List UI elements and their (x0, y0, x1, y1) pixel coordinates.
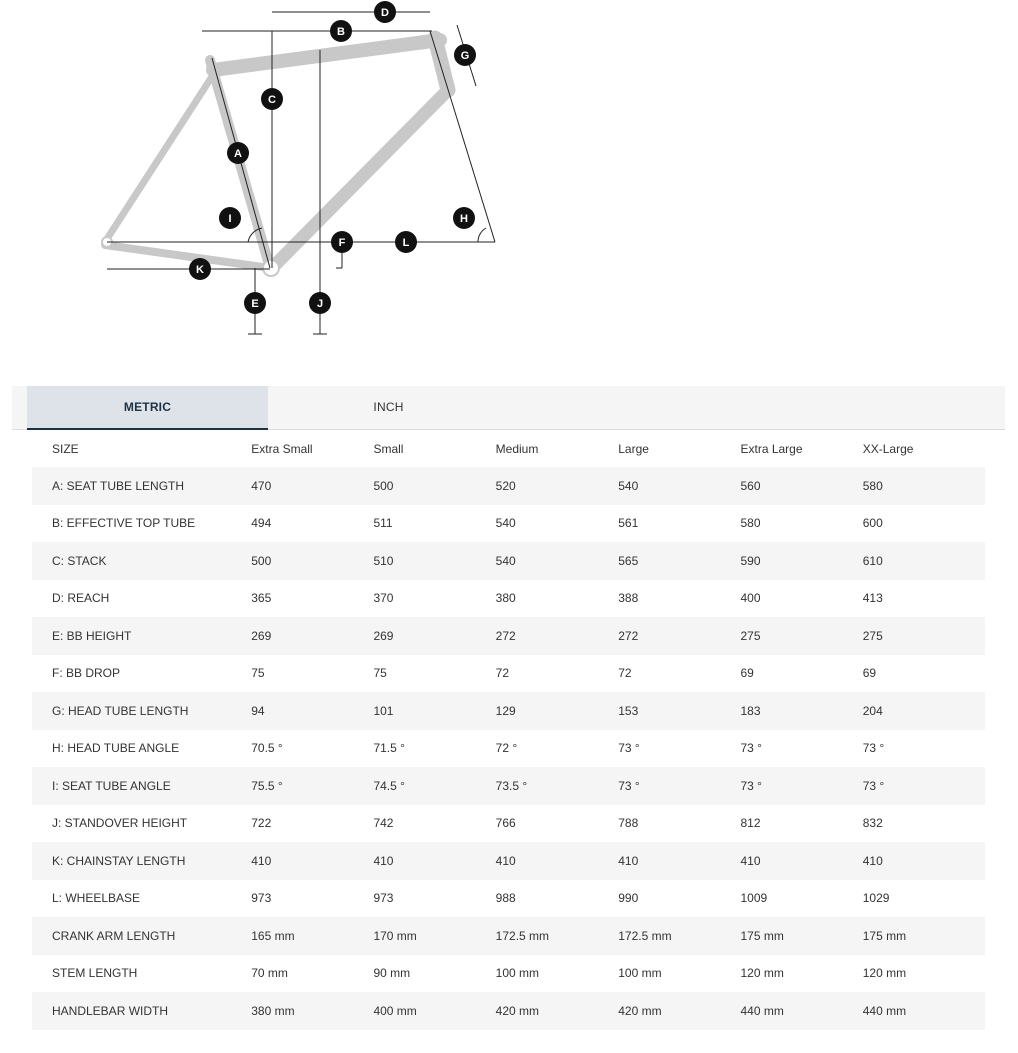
marker-g (454, 44, 476, 66)
measurement-value: 610 (862, 553, 883, 568)
table-row (32, 880, 985, 918)
measurement-value: 540 (495, 516, 516, 531)
svg-text:L: L (402, 237, 410, 249)
measurement-label: G: HEAD TUBE LENGTH (52, 703, 189, 718)
measurement-label: A: SEAT TUBE LENGTH (52, 478, 185, 493)
measurement-value: 73 ° (618, 741, 640, 756)
table-row (32, 730, 985, 768)
measurement-value: 120 mm (862, 966, 907, 981)
measurement-value: 832 (862, 816, 883, 831)
table-row (32, 580, 985, 618)
table-row (32, 692, 985, 730)
measurement-value: 71.5 ° (373, 741, 405, 756)
svg-text:K: K (196, 264, 204, 276)
frame-drawing (0, 0, 520, 345)
measurement-value: 275 (862, 628, 883, 643)
measurement-value: 560 (740, 478, 761, 493)
measurement-value: 540 (618, 478, 639, 493)
bike-geometry-diagram (0, 0, 520, 345)
table-row (32, 467, 985, 505)
measurement-value: 120 mm (740, 966, 784, 981)
size-header-cell: Medium (495, 441, 539, 456)
measurement-value: 580 (740, 516, 761, 531)
measurement-value: 400 mm (373, 1003, 417, 1018)
measurement-value: 365 (251, 591, 272, 606)
measurement-value: 75 (373, 666, 387, 681)
measurement-value: 272 (495, 628, 516, 643)
measurement-value: 165 mm (251, 928, 295, 943)
marker-k (189, 258, 211, 280)
marker-c (261, 88, 283, 110)
svg-text:F: F (338, 237, 346, 249)
measurement-value: 172.5 mm (495, 928, 550, 943)
measurement-value: 388 (618, 591, 639, 606)
measurement-value: 410 (862, 853, 883, 868)
marker-d (374, 1, 396, 23)
measurement-value: 101 (373, 703, 394, 718)
measurement-label: I: SEAT TUBE ANGLE (52, 778, 171, 793)
measurement-value: 410 (618, 853, 639, 868)
measurement-value: 410 (740, 853, 761, 868)
measurement-value: 70 mm (251, 966, 288, 981)
table-row (32, 917, 985, 955)
measurement-value: 470 (251, 478, 272, 493)
measurement-value: 153 (618, 703, 639, 718)
measurement-value: 540 (495, 553, 516, 568)
measurement-value: 420 mm (495, 1003, 540, 1018)
geometry-table (32, 430, 985, 1030)
top-tube (213, 40, 440, 70)
svg-text:B: B (337, 26, 345, 38)
measurement-value: 500 (373, 478, 394, 493)
measurement-value: 73 ° (740, 741, 762, 756)
measurement-value: 172.5 mm (618, 928, 672, 943)
svg-text:C: C (268, 94, 276, 106)
measurement-value: 370 (373, 591, 394, 606)
measurement-value: 175 mm (740, 928, 784, 943)
marker-l (395, 231, 417, 253)
table-row (32, 655, 985, 693)
measurement-value: 272 (618, 628, 639, 643)
measurement-value: 510 (373, 553, 394, 568)
measurement-value: 129 (495, 703, 516, 718)
measurement-value: 990 (618, 891, 639, 906)
measurement-label: D: REACH (52, 591, 110, 606)
measurement-value: 973 (251, 891, 272, 906)
measurement-label: HANDLEBAR WIDTH (52, 1003, 169, 1018)
size-header-cell: Small (373, 441, 404, 456)
svg-text:E: E (251, 298, 259, 310)
chain-stay (105, 245, 270, 268)
marker-j (309, 292, 331, 314)
measurement-value: 72 ° (495, 741, 518, 756)
unit-tabs (12, 386, 1005, 430)
frame-tubes (105, 38, 448, 268)
measurement-value: 75.5 ° (251, 778, 283, 793)
svg-text:G: G (460, 50, 470, 62)
measurement-label: J: STANDOVER HEIGHT (52, 816, 188, 831)
measurement-value: 204 (862, 703, 883, 718)
measurement-value: 269 (251, 628, 272, 643)
measurement-value: 580 (862, 478, 883, 493)
table-row (32, 767, 985, 805)
measurement-value: 400 (740, 591, 761, 606)
marker-h (453, 207, 475, 229)
measurement-value: 520 (495, 478, 516, 493)
measurement-value: 410 (373, 853, 394, 868)
measurement-value: 742 (373, 816, 394, 831)
size-header-cell: XX-Large (862, 441, 914, 456)
measurement-value: 988 (495, 891, 516, 906)
measurement-value: 973 (373, 891, 394, 906)
table-row (32, 505, 985, 543)
measurement-value: 70.5 ° (251, 741, 283, 756)
marker-i (219, 207, 241, 229)
measurement-value: 511 (373, 516, 393, 531)
measurement-value: 420 mm (618, 1003, 662, 1018)
svg-text:H: H (460, 213, 468, 225)
measurement-value: 440 mm (862, 1003, 907, 1018)
measurement-value: 69 (740, 666, 754, 681)
measurement-value: 72 (495, 666, 510, 681)
marker-b (330, 20, 352, 42)
table-row (32, 842, 985, 880)
table-row (32, 542, 985, 580)
measurement-value: 1029 (862, 891, 890, 906)
marker-f (331, 231, 353, 253)
measurement-value: 410 (495, 853, 516, 868)
measurement-label: CRANK ARM LENGTH (52, 928, 176, 943)
table-row (32, 992, 985, 1030)
measurement-label: K: CHAINSTAY LENGTH (52, 853, 186, 868)
measurement-value: 100 mm (495, 966, 540, 981)
measurement-value: 722 (251, 816, 272, 831)
measurement-value: 413 (862, 591, 883, 606)
measurement-value: 269 (373, 628, 394, 643)
measurement-label: L: WHEELBASE (52, 891, 141, 906)
measurement-value: 73 ° (862, 741, 885, 756)
measurement-value: 1009 (740, 891, 768, 906)
measurement-value: 100 mm (618, 966, 662, 981)
measurement-value: 275 (740, 628, 761, 643)
seat-stay (105, 75, 213, 242)
table-row (32, 955, 985, 993)
measurement-value: 73 ° (862, 778, 885, 793)
measurement-value: 175 mm (862, 928, 907, 943)
tab-inch[interactable]: INCH (373, 400, 404, 414)
measurement-value: 74.5 ° (373, 778, 405, 793)
size-header-cell: Extra Small (251, 441, 313, 456)
tab-metric[interactable]: METRIC (27, 386, 268, 429)
measurement-value: 494 (251, 516, 272, 531)
measurement-value: 561 (618, 516, 639, 531)
measurement-value: 590 (740, 553, 761, 568)
svg-text:J: J (316, 298, 324, 310)
measurement-label: E: BB HEIGHT (52, 628, 132, 643)
measurement-value: 788 (618, 816, 639, 831)
measurement-value: 380 mm (251, 1003, 295, 1018)
measurement-label: F: BB DROP (52, 666, 121, 681)
measurement-value: 565 (618, 553, 639, 568)
down-tube (272, 90, 448, 268)
measurement-value: 500 (251, 553, 272, 568)
table-header-row (32, 430, 985, 467)
svg-text:D: D (381, 7, 389, 19)
table-row (32, 805, 985, 843)
measurement-value: 72 (618, 666, 632, 681)
measurement-value: 183 (740, 703, 761, 718)
measurement-value: 812 (740, 816, 761, 831)
measurement-value: 69 (862, 666, 877, 681)
size-column-header: SIZE (52, 441, 79, 456)
measurement-value: 766 (495, 816, 516, 831)
bottom-bracket (263, 260, 279, 276)
measurement-value: 90 mm (373, 966, 411, 981)
marker-e (244, 292, 266, 314)
marker-a (227, 142, 249, 164)
measurement-value: 73 ° (740, 778, 762, 793)
svg-text:I: I (228, 213, 232, 225)
measurement-value: 380 (495, 591, 516, 606)
measurement-label: C: STACK (52, 553, 107, 568)
measurement-value: 94 (251, 703, 265, 718)
size-header-cell: Extra Large (740, 441, 803, 456)
measurement-label: H: HEAD TUBE ANGLE (52, 741, 180, 756)
measurement-value: 410 (251, 853, 272, 868)
measurement-label: B: EFFECTIVE TOP TUBE (52, 516, 196, 531)
measurement-value: 170 mm (373, 928, 417, 943)
measurement-label: STEM LENGTH (52, 966, 138, 981)
size-header-cell: Large (618, 441, 649, 456)
measurement-value: 440 mm (740, 1003, 784, 1018)
measurement-value: 73 ° (618, 778, 640, 793)
svg-text:A: A (234, 148, 242, 160)
measurement-value: 600 (862, 516, 883, 531)
table-row (32, 617, 985, 655)
measurement-value: 75 (251, 666, 265, 681)
measurement-value: 73.5 ° (495, 778, 528, 793)
